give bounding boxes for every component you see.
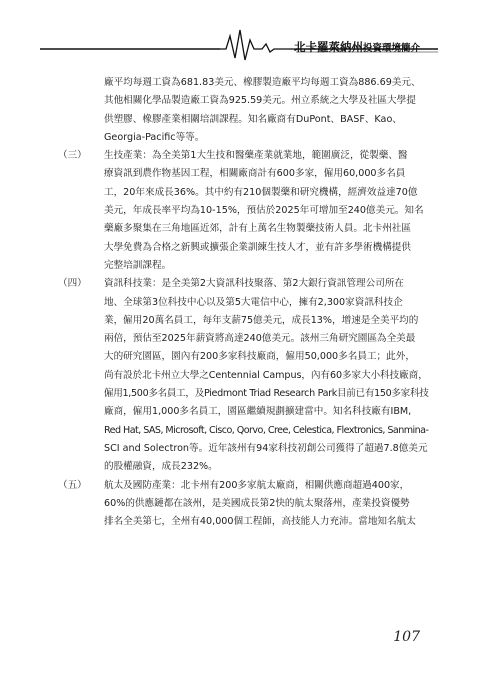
text-line: 大的研究園區，園內有200多家科技廠商，僱用50,000多名員工；此外， [104, 351, 415, 363]
body-text [58, 74, 428, 531]
text-line: 工，20年來成長36%。其中約有210個製藥和研究機構，經濟效益達70億 [104, 186, 418, 198]
header-title-sub: 投資環境簡介 [362, 43, 420, 54]
text-line: 完整培訓課程。 [104, 259, 172, 271]
text-line: 供塑膠、橡膠產業相關培訓課程。知名廠商有DuPont、BASF、Kao、 [104, 113, 402, 125]
running-header-title [294, 39, 420, 55]
paragraph-it-industry [58, 275, 428, 476]
text-line: 大學免費為合格之新興或擴張企業訓練生技人才，並有許多學術機構提供 [104, 241, 411, 253]
paragraph-aerospace [58, 477, 428, 532]
text-line: 航太及國防產業：北卡州有200多家航太廠商，相關供應商超過400家， [104, 479, 410, 491]
text-line: 尚有設於北卡州立大學之Centennial Campus，內有60多家大小科技廠商， [104, 369, 428, 381]
heartbeat-wave [220, 30, 296, 60]
text-line: 其他相關化學品製造廠工資為925.59美元。州立系統之大學及社區大學提 [104, 95, 416, 107]
header-band [0, 0, 480, 62]
text-line: 兩倍，預估至2025年薪資將高達240億美元。該州三角研究園區為全美最 [104, 333, 416, 345]
text-line: 療資訊到農作物基因工程，相關廠商計有600多家，僱用60,000多名員 [104, 168, 406, 180]
page-number: 107 [393, 629, 420, 645]
text-line: 美元，年成長率平均為10-15%，預估於2025年可增加至240億美元。知名 [104, 205, 424, 217]
text-line: 60%的供應鏈都在該州，是美國成長第2快的航太聚落州，產業投資優勢 [104, 497, 410, 509]
paragraph-marker: （三） [58, 150, 87, 162]
text-line: SCI and Solectron等。近年該州有94家科技初創公司獲得了超過7.8億美元 [104, 442, 428, 454]
text-line: 藥廠多聚集在三角地區近郊，計有上萬名生物製藥技術人員。北卡州社區 [104, 223, 411, 235]
text-line: 地、全球第3位科技中心以及第5大電信中心，擁有2,300家資訊科技企 [104, 296, 403, 308]
text-line: 排名全美第七，全州有40,000個工程師，高技能人力充沛。當地知名航太 [104, 516, 416, 528]
paragraph-biotech [58, 147, 428, 275]
text-line: 僱用1,500多名員工，及Piedmont Triad Research Park目前已有150多家科技 [104, 388, 429, 400]
text-line: 業，僱用20萬名員工，每年支薪75億美元，成長13%，增速是全美平均的 [104, 314, 419, 326]
text-line: Georgia-Pacific等等。 [104, 131, 205, 143]
text-line: 廠平均每週工資為681.83美元、橡膠製造廠平均每週工資為886.69美元、 [104, 77, 421, 88]
header-title-main: 北卡羅萊納州 [293, 40, 363, 54]
text-line: 的股權融資，成長232%。 [104, 461, 218, 473]
text-line: 資訊科技業：是全美第2大資訊科技聚落、第2大銀行資訊管理公司所在 [104, 278, 405, 290]
text-line: Red Hat, SAS, Microsoft, Cisco, Qorvo, Cree, Celestica, Flextronics, Sanmina- [104, 424, 429, 436]
text-line: 生技產業：為全美第1大生技和醫藥產業就業地，範圍廣泛，從製藥、醫 [104, 150, 408, 162]
paragraph-marker: （四） [58, 278, 87, 290]
paragraph-continuation [58, 74, 428, 147]
paragraph-marker: （五） [58, 479, 87, 491]
text-line: 廠商，僱用1,000多名員工，園區繼續規劃擴建當中。知名科技廠有IBM, [104, 406, 412, 418]
